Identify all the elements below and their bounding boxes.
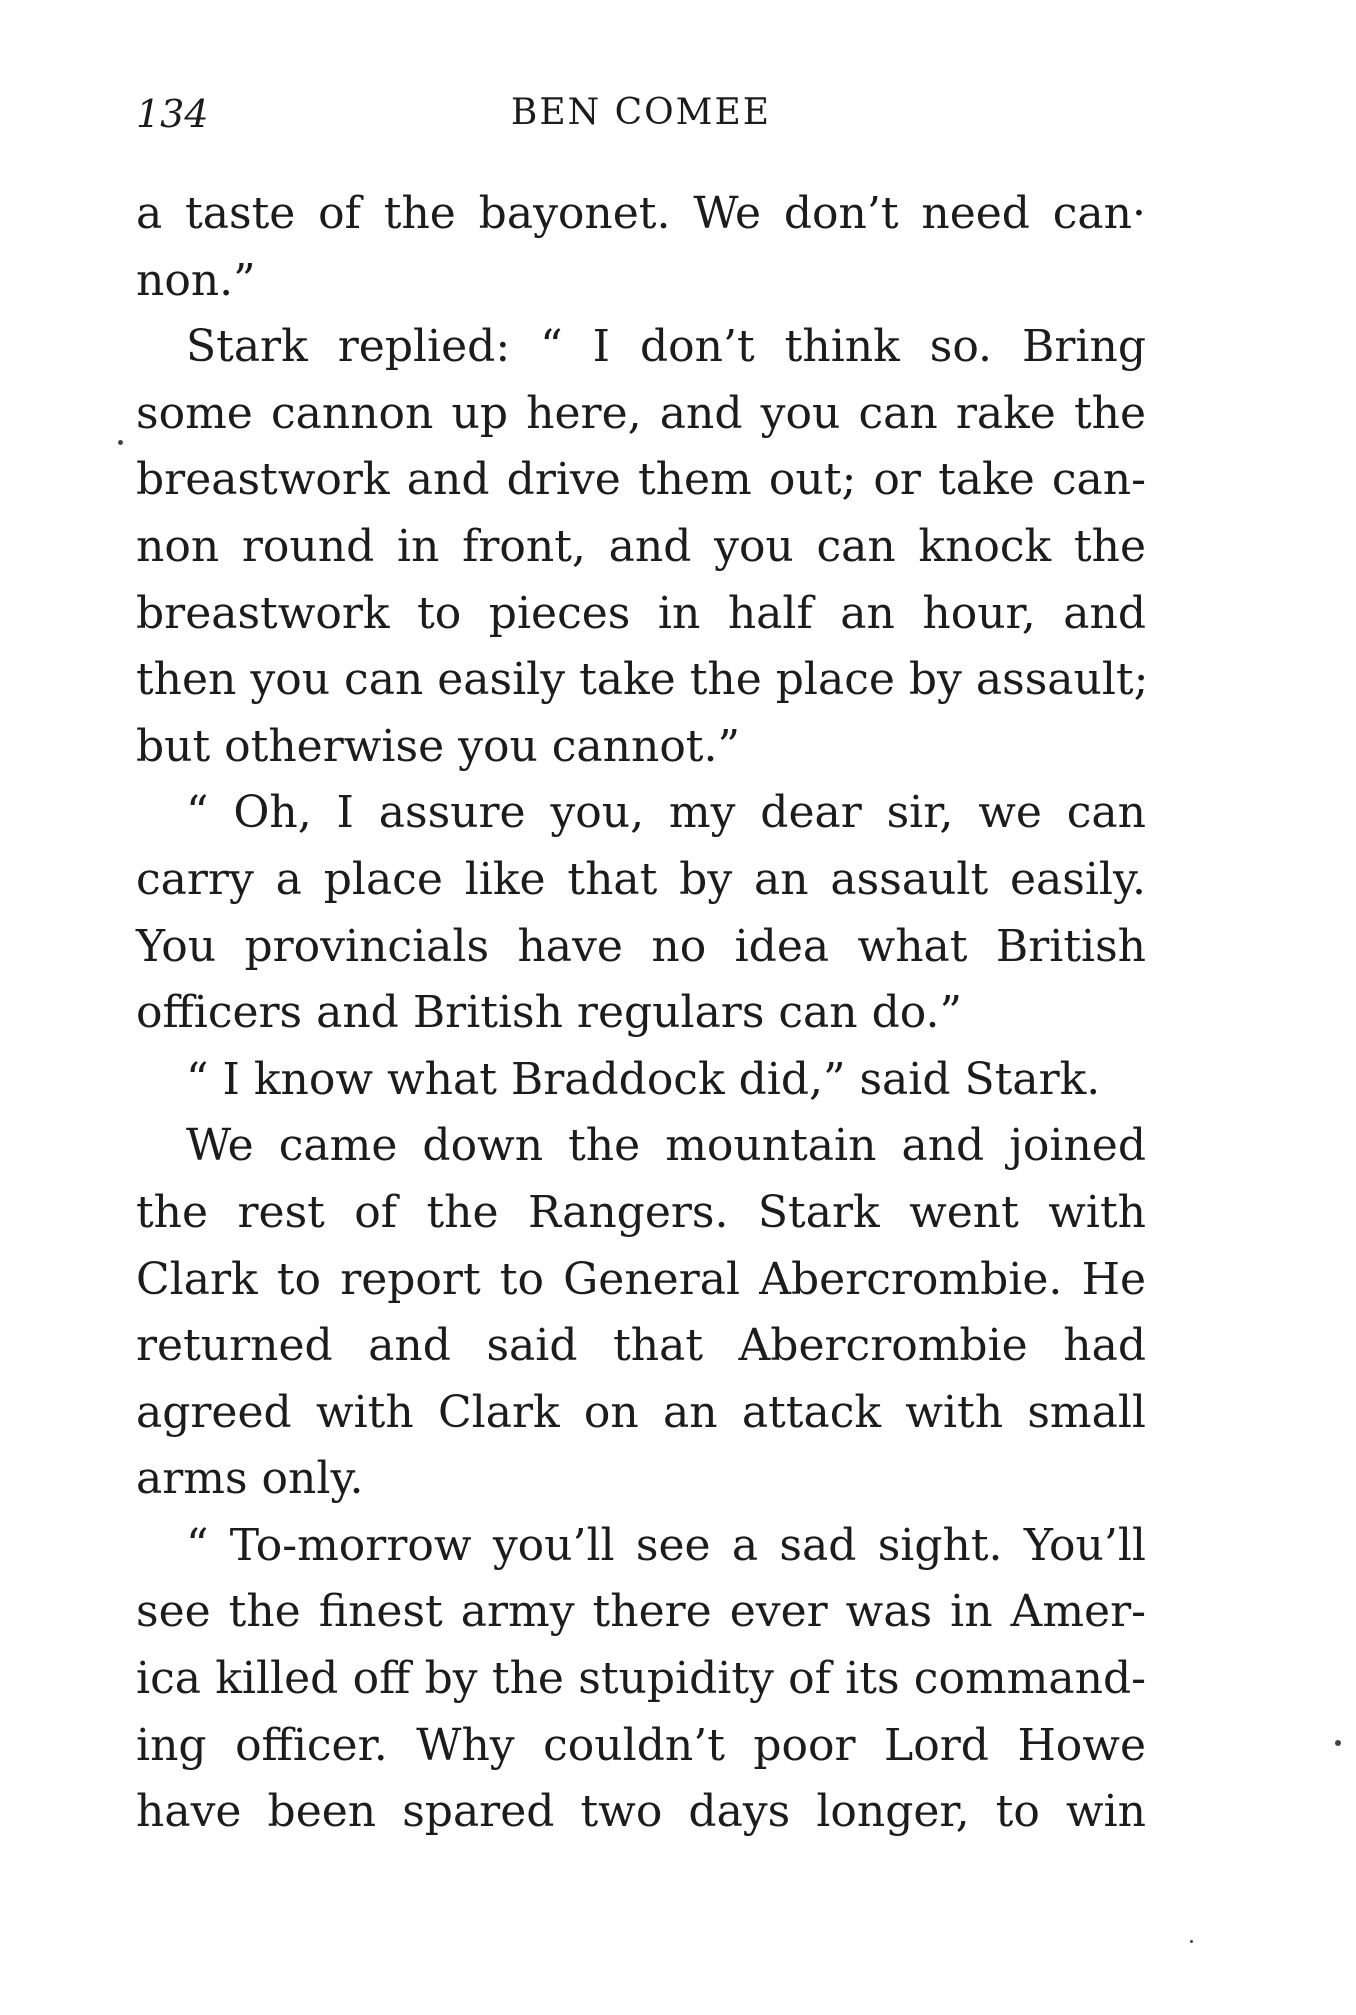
text-line: “ I know what Braddock did,” said Stark.	[186, 1053, 1101, 1105]
scan-speck	[1190, 1940, 1193, 1943]
body-text	[136, 181, 1149, 1846]
text-line: Stark replied: “ I don’t think so. Bring	[186, 321, 1146, 373]
running-title: BEN COMEE	[510, 92, 772, 133]
text-line: then you can easily take the place by assault;	[136, 654, 1149, 706]
text-line: You provincials have no idea what British	[136, 920, 1146, 972]
scan-speck	[1335, 1740, 1341, 1746]
page-header	[136, 92, 1146, 144]
text-line: officers and British regulars can do.”	[136, 987, 962, 1039]
text-line: but otherwise you cannot.”	[136, 720, 740, 772]
text-line: Clark to report to General Abercrombie. He	[136, 1253, 1146, 1305]
text-line: ica killed off by the stupidity of its command-	[136, 1653, 1146, 1705]
text-line: We came down the mountain and joined	[186, 1120, 1146, 1172]
text-line: the rest of the Rangers. Stark went with	[136, 1186, 1146, 1238]
text-line: some cannon up here, and you can rake the	[136, 387, 1146, 439]
page-number: 134	[136, 92, 209, 136]
text-line: non.”	[136, 254, 256, 306]
text-line: breastwork and drive them out; or take can-	[136, 454, 1146, 506]
text-line: “ To-morrow you’ll see a sad sight. You’ll	[186, 1519, 1146, 1571]
text-line: carry a place like that by an assault easily.	[136, 853, 1146, 905]
text-line: have been spared two days longer, to win	[136, 1786, 1146, 1838]
text-line: non round in front, and you can knock the	[136, 520, 1146, 572]
text-line: see the finest army there ever was in Amer-	[136, 1586, 1146, 1638]
text-line: returned and said that Abercrombie had	[136, 1320, 1146, 1372]
text-line: “ Oh, I assure you, my dear sir, we can	[186, 787, 1146, 839]
scan-speck	[118, 440, 123, 445]
text-line: arms only.	[136, 1453, 364, 1505]
text-line: ing officer. Why couldn’t poor Lord Howe	[136, 1719, 1146, 1771]
text-line: a taste of the bayonet. We don’t need can·	[136, 188, 1146, 239]
text-line: breastwork to pieces in half an hour, and	[136, 587, 1146, 639]
text-line: agreed with Clark on an attack with small	[136, 1386, 1146, 1438]
